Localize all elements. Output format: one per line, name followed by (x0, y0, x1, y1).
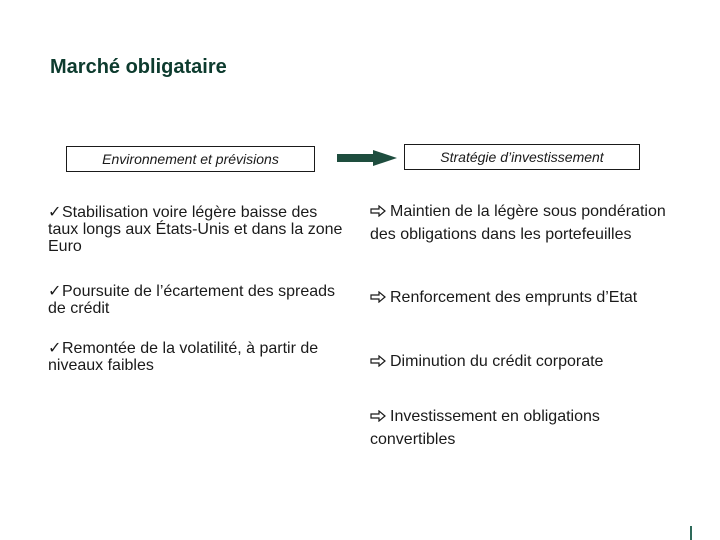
right-item-text: Investissement en obligations convertibles (370, 408, 600, 448)
right-item-text: Renforcement des emprunts d’Etat (390, 289, 638, 306)
left-header-label: Environnement et prévisions (102, 151, 279, 167)
left-column-header (66, 146, 315, 172)
left-item-text: Stabilisation voire légère baisse des taux longs aux États-Unis et dans la zone Euro (48, 204, 343, 255)
right-item-text: Maintien de la légère sous pondération des obligations dans les portefeuilles (370, 203, 666, 243)
checkmark-icon: ✓ (48, 340, 62, 357)
left-item-text: Remontée de la volatilité, à partir de niveaux faibles (48, 340, 319, 374)
right-list-item (370, 350, 680, 373)
right-list-item (370, 405, 680, 451)
right-item-text: Diminution du crédit corporate (390, 353, 604, 370)
arrow-right-icon (337, 150, 397, 166)
checkmark-icon: ✓ (48, 204, 62, 221)
slide-title: Marché obligataire (50, 56, 227, 78)
pointing-hand-icon (370, 350, 390, 373)
pointing-hand-icon (370, 405, 390, 428)
right-header-label: Stratégie d’investissement (440, 149, 604, 165)
left-item-text: Poursuite de l’écartement des spreads de crédit (48, 283, 336, 317)
left-list-item (48, 204, 348, 255)
right-list-item (370, 200, 680, 246)
left-list-item (48, 283, 348, 317)
right-column-header (404, 144, 640, 170)
left-list-item (48, 340, 348, 374)
checkmark-icon: ✓ (48, 283, 62, 300)
pointing-hand-icon (370, 200, 390, 223)
pointing-hand-icon (370, 286, 390, 309)
corner-mark (690, 526, 692, 540)
right-list-item (370, 286, 680, 309)
